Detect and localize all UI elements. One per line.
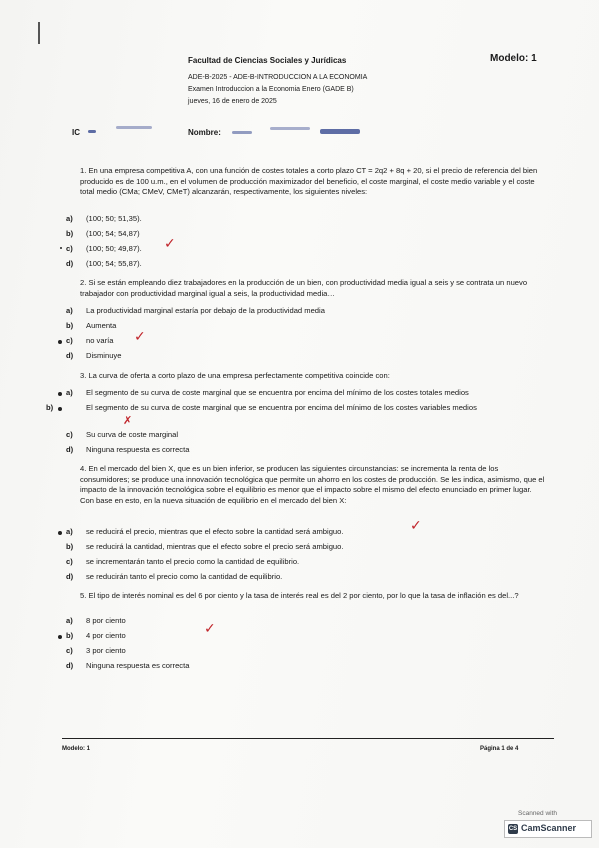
scanned-with-label: Scanned with bbox=[518, 810, 558, 817]
question-5-option-d[interactable]: d) Ninguna respuesta es correcta bbox=[66, 661, 190, 670]
id-label: IC bbox=[72, 128, 80, 137]
name-label: Nombre: bbox=[188, 128, 221, 137]
camscanner-badge bbox=[502, 808, 592, 842]
question-3-option-b[interactable]: b) El segmento de su curva de coste marginal que se encuentra por encima del mínimo de los costes variables medios bbox=[46, 403, 477, 412]
model-number: Modelo: 1 bbox=[490, 53, 537, 64]
pencil-dot bbox=[58, 407, 62, 411]
question-3-text: 3. La curva de oferta a corto plazo de una empresa perfectamente competitiva coincide con: bbox=[80, 371, 390, 380]
pencil-dot bbox=[60, 247, 62, 249]
pencil-dot bbox=[58, 392, 62, 396]
question-1-text: 1. En una empresa competitiva A, con una función de costes totales a corto plazo CT = 2q2 + 8q + 20, si el precio de referencia del bien producido es de 100 u.m., en el volumen de producción maximizador del beneficio, el coste marginal, el coste medio variable y el coste total medio (CMa; CMeV, CMeT) alcanzarán, respectivamente, los siguientes niveles: bbox=[80, 166, 538, 196]
question-4-option-d[interactable]: d) se reducirán tanto el precio como la cantidad de equilibrio. bbox=[66, 572, 283, 581]
exam-title: Examen Introduccion a la Economia Enero (GADE B) bbox=[188, 86, 354, 93]
check-mark-icon: ✓ bbox=[164, 236, 176, 252]
question-4-option-c[interactable]: c) se incrementarán tanto el precio como la cantidad de equilibrio. bbox=[66, 557, 300, 566]
camscanner-logo-icon: CS bbox=[508, 826, 518, 832]
cross-mark-icon: ✗ bbox=[123, 414, 133, 427]
camscanner-logo-box bbox=[504, 820, 592, 838]
question-4-option-a[interactable]: a) se reducirá el precio, mientras que el efecto sobre la cantidad será ambiguo. bbox=[66, 527, 344, 536]
question-4-text: 4. En el mercado del bien X, que es un bien inferior, se producen las siguientes circunstancias: se incrementa la renta de los consumidores; se produce una innovación tecnológica que permite un ahorro en los costes de producción. Se les indica, asimismo, que el impacto de la innovación tecnológica sobre el equilibrio es menor que el impacto sobre el mismo del efecto enunciado en primer lugar. Con base en esto, en la nueva situación de equilibrio en el mercado del bien X: bbox=[80, 464, 545, 505]
redaction-mark bbox=[320, 129, 360, 134]
question-5-option-b[interactable]: b) 4 por ciento bbox=[66, 631, 126, 640]
redaction-mark bbox=[232, 131, 252, 134]
question-3-option-d[interactable]: d) Ninguna respuesta es correcta bbox=[66, 445, 190, 454]
redaction-mark bbox=[88, 130, 96, 133]
redaction-mark bbox=[116, 126, 152, 129]
question-1-option-c[interactable]: c) (100; 50; 49,87). bbox=[66, 244, 142, 253]
question-2-option-d[interactable]: d) Disminuye bbox=[66, 351, 122, 360]
faculty-name: Facultad de Ciencias Sociales y Jurídicas bbox=[188, 56, 347, 65]
pencil-dot bbox=[58, 531, 62, 535]
check-mark-icon: ✓ bbox=[204, 621, 216, 637]
question-1-option-a[interactable]: a) (100; 50; 51,35). bbox=[66, 214, 142, 223]
question-3-option-a[interactable]: a) El segmento de su curva de coste marginal que se encuentra por encima del mínimo de los costes totales medios bbox=[66, 388, 469, 397]
staple-mark bbox=[38, 22, 40, 44]
check-mark-icon: ✓ bbox=[134, 329, 146, 345]
question-1-option-d[interactable]: d) (100; 54; 55,87). bbox=[66, 259, 142, 268]
question-2-text: 2. Si se están empleando diez trabajadores en la producción de un bien, con productividad media igual a seis y se contrata un nuevo trabajador con productividad marginal igual a seis, la productividad media… bbox=[80, 278, 528, 298]
question-1-option-b[interactable]: b) (100; 54; 54,87) bbox=[66, 229, 140, 238]
footer-page-number: Página 1 de 4 bbox=[480, 746, 519, 752]
check-mark-icon: ✓ bbox=[410, 518, 422, 534]
redaction-mark bbox=[270, 127, 310, 130]
pencil-dot bbox=[58, 635, 62, 639]
question-2-option-a[interactable]: a) La productividad marginal estaría por debajo de la productividad media bbox=[66, 306, 325, 315]
camscanner-name: CamScanner bbox=[521, 823, 577, 833]
question-2-option-c[interactable]: c) no varía bbox=[66, 336, 114, 345]
question-3-option-c[interactable]: c) Su curva de coste marginal bbox=[66, 430, 179, 439]
footer-model: Modelo: 1 bbox=[62, 746, 90, 752]
question-4-option-b[interactable]: b) se reducirá la cantidad, mientras que el efecto sobre el precio será ambiguo. bbox=[66, 542, 344, 551]
question-5-text: 5. El tipo de interés nominal es del 6 por ciento y la tasa de interés real es del 2 por ciento, por lo que la tasa de inflación es del...? bbox=[80, 591, 519, 600]
exam-date: jueves, 16 de enero de 2025 bbox=[188, 98, 277, 105]
pencil-dot bbox=[58, 340, 62, 344]
footer-divider bbox=[62, 738, 554, 739]
course-code: ADE-B-2025 - ADE-B-INTRODUCCION A LA ECONOMIA bbox=[188, 74, 368, 81]
question-5-option-c[interactable]: c) 3 por ciento bbox=[66, 646, 126, 655]
question-2-option-b[interactable]: b) Aumenta bbox=[66, 321, 117, 330]
question-5-option-a[interactable]: a) 8 por ciento bbox=[66, 616, 126, 625]
